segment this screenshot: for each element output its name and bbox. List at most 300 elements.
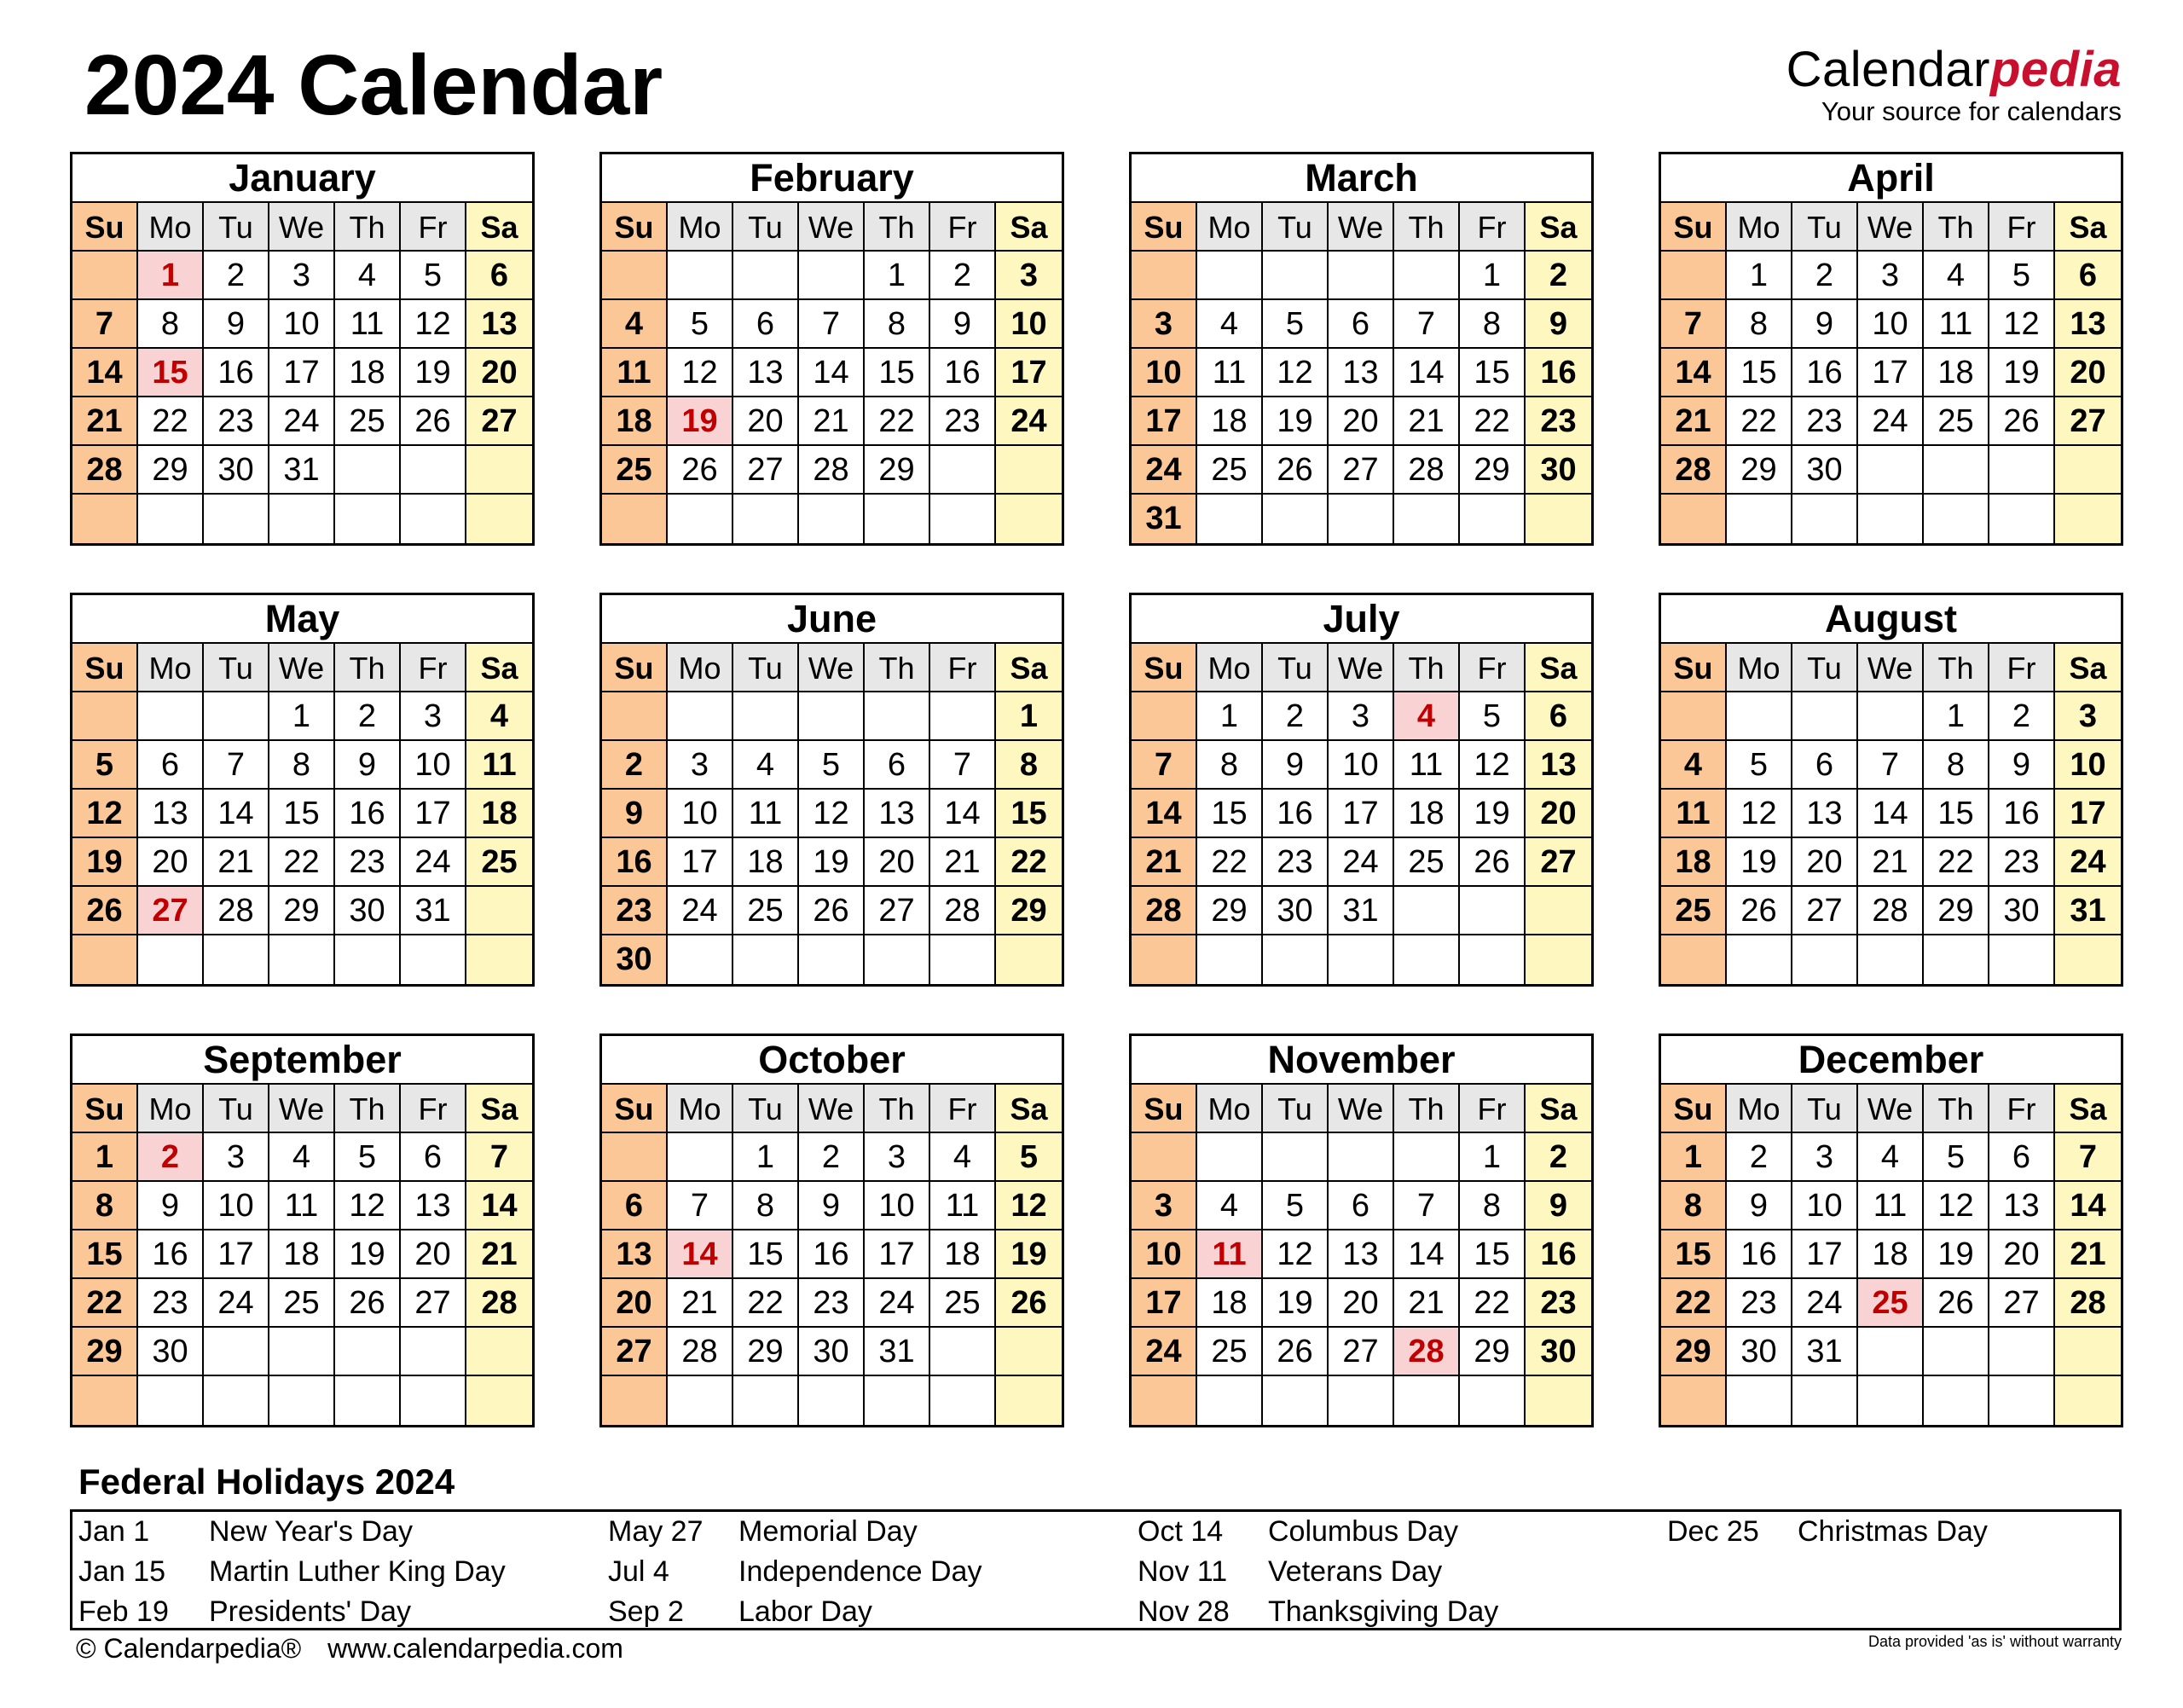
- day-cell[interactable]: 12: [1989, 300, 2055, 349]
- day-cell[interactable]: 20: [733, 397, 799, 446]
- day-cell[interactable]: 4: [930, 1133, 996, 1182]
- day-cell[interactable]: 1: [996, 692, 1062, 741]
- day-cell[interactable]: 25: [1924, 397, 1989, 446]
- day-cell[interactable]: 22: [72, 1279, 138, 1328]
- day-cell[interactable]: 16: [602, 838, 668, 887]
- day-cell[interactable]: 7: [466, 1133, 532, 1182]
- day-cell[interactable]: 12: [335, 1182, 401, 1230]
- day-cell[interactable]: 9: [1263, 741, 1329, 790]
- day-cell[interactable]: 27: [401, 1279, 466, 1328]
- day-cell[interactable]: 6: [1989, 1133, 2055, 1182]
- day-cell[interactable]: 8: [1197, 741, 1263, 790]
- day-cell[interactable]: 21: [1858, 838, 1924, 887]
- day-cell[interactable]: 19: [335, 1230, 401, 1279]
- day-cell[interactable]: 18: [466, 790, 532, 838]
- day-cell[interactable]: 22: [1727, 397, 1792, 446]
- day-cell[interactable]: 30: [1989, 887, 2055, 935]
- day-cell[interactable]: 11: [1858, 1182, 1924, 1230]
- day-cell[interactable]: 16: [1727, 1230, 1792, 1279]
- day-cell[interactable]: 13: [2055, 300, 2121, 349]
- day-cell[interactable]: 29: [996, 887, 1062, 935]
- day-cell[interactable]: 22: [865, 397, 930, 446]
- day-cell[interactable]: 8: [865, 300, 930, 349]
- day-cell[interactable]: 15: [1661, 1230, 1727, 1279]
- day-cell[interactable]: 2: [1792, 252, 1858, 300]
- day-cell[interactable]: 17: [1132, 397, 1197, 446]
- day-cell[interactable]: 30: [1526, 1328, 1591, 1376]
- day-cell[interactable]: 6: [2055, 252, 2121, 300]
- day-cell[interactable]: 5: [1460, 692, 1526, 741]
- day-cell[interactable]: 10: [269, 300, 335, 349]
- day-cell[interactable]: 4: [1197, 1182, 1263, 1230]
- day-cell[interactable]: 4: [733, 741, 799, 790]
- day-cell[interactable]: 1: [1460, 1133, 1526, 1182]
- day-cell[interactable]: 18: [1197, 1279, 1263, 1328]
- day-cell[interactable]: 21: [2055, 1230, 2121, 1279]
- day-cell[interactable]: 28: [930, 887, 996, 935]
- day-cell[interactable]: 9: [1526, 300, 1591, 349]
- day-cell[interactable]: 26: [72, 887, 138, 935]
- day-cell[interactable]: 16: [1263, 790, 1329, 838]
- brand-logo[interactable]: [1786, 43, 2122, 126]
- day-cell[interactable]: 19: [1727, 838, 1792, 887]
- day-cell[interactable]: 14: [1394, 1230, 1460, 1279]
- day-cell[interactable]: 2: [602, 741, 668, 790]
- day-cell[interactable]: 23: [1989, 838, 2055, 887]
- day-cell[interactable]: 12: [1460, 741, 1526, 790]
- day-cell[interactable]: 23: [204, 397, 269, 446]
- day-cell[interactable]: 26: [1727, 887, 1792, 935]
- day-cell[interactable]: 6: [602, 1182, 668, 1230]
- day-cell[interactable]: 18: [1924, 349, 1989, 397]
- day-cell[interactable]: 13: [1989, 1182, 2055, 1230]
- day-cell[interactable]: 24: [1792, 1279, 1858, 1328]
- day-cell[interactable]: 13: [865, 790, 930, 838]
- day-cell[interactable]: 17: [668, 838, 733, 887]
- day-cell[interactable]: 29: [269, 887, 335, 935]
- day-cell[interactable]: 2: [1526, 252, 1591, 300]
- day-cell[interactable]: 7: [799, 300, 865, 349]
- day-cell[interactable]: 20: [401, 1230, 466, 1279]
- day-cell[interactable]: 11: [733, 790, 799, 838]
- day-cell[interactable]: 31: [1132, 495, 1197, 543]
- day-cell[interactable]: 5: [996, 1133, 1062, 1182]
- day-cell[interactable]: 27: [1792, 887, 1858, 935]
- day-cell[interactable]: 1: [733, 1133, 799, 1182]
- day-cell[interactable]: 17: [204, 1230, 269, 1279]
- day-cell[interactable]: 9: [1792, 300, 1858, 349]
- day-cell[interactable]: 24: [204, 1279, 269, 1328]
- day-cell[interactable]: 7: [668, 1182, 733, 1230]
- day-cell[interactable]: 19: [401, 349, 466, 397]
- day-cell[interactable]: 24: [1132, 446, 1197, 495]
- day-cell[interactable]: 14: [204, 790, 269, 838]
- day-cell[interactable]: 20: [138, 838, 204, 887]
- day-cell[interactable]: 21: [1394, 1279, 1460, 1328]
- day-cell[interactable]: 28: [668, 1328, 733, 1376]
- day-cell[interactable]: 26: [1263, 1328, 1329, 1376]
- day-cell[interactable]: 1: [1727, 252, 1792, 300]
- day-cell[interactable]: 30: [204, 446, 269, 495]
- day-cell[interactable]: 12: [668, 349, 733, 397]
- day-cell[interactable]: 4: [1661, 741, 1727, 790]
- day-cell[interactable]: 28: [1858, 887, 1924, 935]
- day-cell[interactable]: 3: [1132, 1182, 1197, 1230]
- day-cell[interactable]: 10: [204, 1182, 269, 1230]
- day-cell[interactable]: 5: [799, 741, 865, 790]
- day-cell[interactable]: 8: [733, 1182, 799, 1230]
- day-cell[interactable]: 26: [1460, 838, 1526, 887]
- holiday-day-cell[interactable]: 14: [668, 1230, 733, 1279]
- day-cell[interactable]: 2: [930, 252, 996, 300]
- day-cell[interactable]: 3: [401, 692, 466, 741]
- day-cell[interactable]: 16: [335, 790, 401, 838]
- day-cell[interactable]: 12: [401, 300, 466, 349]
- day-cell[interactable]: 15: [1727, 349, 1792, 397]
- day-cell[interactable]: 21: [799, 397, 865, 446]
- day-cell[interactable]: 12: [996, 1182, 1062, 1230]
- day-cell[interactable]: 17: [269, 349, 335, 397]
- day-cell[interactable]: 20: [1792, 838, 1858, 887]
- day-cell[interactable]: 27: [466, 397, 532, 446]
- day-cell[interactable]: 15: [1197, 790, 1263, 838]
- day-cell[interactable]: 26: [335, 1279, 401, 1328]
- day-cell[interactable]: 17: [1858, 349, 1924, 397]
- day-cell[interactable]: 27: [1329, 1328, 1394, 1376]
- day-cell[interactable]: 2: [1526, 1133, 1591, 1182]
- day-cell[interactable]: 23: [335, 838, 401, 887]
- day-cell[interactable]: 23: [1727, 1279, 1792, 1328]
- day-cell[interactable]: 29: [1197, 887, 1263, 935]
- day-cell[interactable]: 13: [466, 300, 532, 349]
- website-link[interactable]: www.calendarpedia.com: [327, 1633, 623, 1664]
- day-cell[interactable]: 8: [138, 300, 204, 349]
- day-cell[interactable]: 5: [1924, 1133, 1989, 1182]
- day-cell[interactable]: 31: [2055, 887, 2121, 935]
- day-cell[interactable]: 29: [72, 1328, 138, 1376]
- day-cell[interactable]: 3: [204, 1133, 269, 1182]
- day-cell[interactable]: 14: [1858, 790, 1924, 838]
- day-cell[interactable]: 1: [269, 692, 335, 741]
- day-cell[interactable]: 7: [930, 741, 996, 790]
- day-cell[interactable]: 12: [1263, 1230, 1329, 1279]
- day-cell[interactable]: 21: [72, 397, 138, 446]
- day-cell[interactable]: 3: [269, 252, 335, 300]
- day-cell[interactable]: 8: [996, 741, 1062, 790]
- day-cell[interactable]: 17: [1792, 1230, 1858, 1279]
- day-cell[interactable]: 5: [72, 741, 138, 790]
- day-cell[interactable]: 11: [1661, 790, 1727, 838]
- day-cell[interactable]: 3: [668, 741, 733, 790]
- day-cell[interactable]: 15: [269, 790, 335, 838]
- day-cell[interactable]: 28: [1661, 446, 1727, 495]
- day-cell[interactable]: 10: [2055, 741, 2121, 790]
- day-cell[interactable]: 10: [401, 741, 466, 790]
- day-cell[interactable]: 4: [269, 1133, 335, 1182]
- day-cell[interactable]: 11: [466, 741, 532, 790]
- day-cell[interactable]: 25: [733, 887, 799, 935]
- day-cell[interactable]: 6: [401, 1133, 466, 1182]
- day-cell[interactable]: 13: [138, 790, 204, 838]
- day-cell[interactable]: 5: [401, 252, 466, 300]
- holiday-day-cell[interactable]: 28: [1394, 1328, 1460, 1376]
- day-cell[interactable]: 23: [1526, 397, 1591, 446]
- day-cell[interactable]: 9: [335, 741, 401, 790]
- day-cell[interactable]: 26: [799, 887, 865, 935]
- day-cell[interactable]: 3: [1132, 300, 1197, 349]
- day-cell[interactable]: 24: [996, 397, 1062, 446]
- day-cell[interactable]: 7: [1661, 300, 1727, 349]
- day-cell[interactable]: 16: [1792, 349, 1858, 397]
- day-cell[interactable]: 20: [1526, 790, 1591, 838]
- day-cell[interactable]: 21: [466, 1230, 532, 1279]
- day-cell[interactable]: 12: [72, 790, 138, 838]
- day-cell[interactable]: 21: [1661, 397, 1727, 446]
- day-cell[interactable]: 1: [865, 252, 930, 300]
- day-cell[interactable]: 7: [1394, 1182, 1460, 1230]
- day-cell[interactable]: 24: [1329, 838, 1394, 887]
- day-cell[interactable]: 22: [1197, 838, 1263, 887]
- day-cell[interactable]: 17: [1329, 790, 1394, 838]
- day-cell[interactable]: 20: [602, 1279, 668, 1328]
- day-cell[interactable]: 1: [1661, 1133, 1727, 1182]
- day-cell[interactable]: 29: [1460, 446, 1526, 495]
- day-cell[interactable]: 2: [1727, 1133, 1792, 1182]
- day-cell[interactable]: 27: [1989, 1279, 2055, 1328]
- holiday-day-cell[interactable]: 15: [138, 349, 204, 397]
- day-cell[interactable]: 3: [1329, 692, 1394, 741]
- day-cell[interactable]: 11: [930, 1182, 996, 1230]
- day-cell[interactable]: 13: [1329, 349, 1394, 397]
- day-cell[interactable]: 17: [1132, 1279, 1197, 1328]
- day-cell[interactable]: 14: [1394, 349, 1460, 397]
- day-cell[interactable]: 17: [401, 790, 466, 838]
- day-cell[interactable]: 21: [930, 838, 996, 887]
- day-cell[interactable]: 7: [1132, 741, 1197, 790]
- day-cell[interactable]: 15: [72, 1230, 138, 1279]
- day-cell[interactable]: 22: [269, 838, 335, 887]
- day-cell[interactable]: 13: [1329, 1230, 1394, 1279]
- day-cell[interactable]: 29: [1460, 1328, 1526, 1376]
- day-cell[interactable]: 27: [602, 1328, 668, 1376]
- day-cell[interactable]: 28: [204, 887, 269, 935]
- day-cell[interactable]: 23: [1526, 1279, 1591, 1328]
- day-cell[interactable]: 3: [1792, 1133, 1858, 1182]
- day-cell[interactable]: 18: [269, 1230, 335, 1279]
- day-cell[interactable]: 3: [996, 252, 1062, 300]
- day-cell[interactable]: 6: [466, 252, 532, 300]
- day-cell[interactable]: 23: [602, 887, 668, 935]
- day-cell[interactable]: 21: [668, 1279, 733, 1328]
- day-cell[interactable]: 5: [1263, 300, 1329, 349]
- day-cell[interactable]: 26: [996, 1279, 1062, 1328]
- day-cell[interactable]: 2: [335, 692, 401, 741]
- day-cell[interactable]: 1: [72, 1133, 138, 1182]
- day-cell[interactable]: 25: [1197, 446, 1263, 495]
- day-cell[interactable]: 27: [1329, 446, 1394, 495]
- day-cell[interactable]: 29: [1924, 887, 1989, 935]
- day-cell[interactable]: 9: [1989, 741, 2055, 790]
- day-cell[interactable]: 8: [72, 1182, 138, 1230]
- day-cell[interactable]: 29: [138, 446, 204, 495]
- day-cell[interactable]: 11: [1924, 300, 1989, 349]
- day-cell[interactable]: 13: [401, 1182, 466, 1230]
- day-cell[interactable]: 8: [1460, 300, 1526, 349]
- day-cell[interactable]: 16: [1989, 790, 2055, 838]
- day-cell[interactable]: 24: [269, 397, 335, 446]
- day-cell[interactable]: 28: [1394, 446, 1460, 495]
- day-cell[interactable]: 21: [1132, 838, 1197, 887]
- day-cell[interactable]: 10: [1132, 349, 1197, 397]
- day-cell[interactable]: 23: [138, 1279, 204, 1328]
- day-cell[interactable]: 10: [1132, 1230, 1197, 1279]
- day-cell[interactable]: 27: [733, 446, 799, 495]
- day-cell[interactable]: 20: [2055, 349, 2121, 397]
- day-cell[interactable]: 13: [1526, 741, 1591, 790]
- day-cell[interactable]: 9: [930, 300, 996, 349]
- day-cell[interactable]: 30: [1727, 1328, 1792, 1376]
- day-cell[interactable]: 29: [1727, 446, 1792, 495]
- day-cell[interactable]: 18: [1858, 1230, 1924, 1279]
- day-cell[interactable]: 26: [1263, 446, 1329, 495]
- day-cell[interactable]: 26: [401, 397, 466, 446]
- day-cell[interactable]: 19: [996, 1230, 1062, 1279]
- day-cell[interactable]: 13: [602, 1230, 668, 1279]
- day-cell[interactable]: 9: [602, 790, 668, 838]
- day-cell[interactable]: 8: [1727, 300, 1792, 349]
- day-cell[interactable]: 19: [1989, 349, 2055, 397]
- day-cell[interactable]: 13: [733, 349, 799, 397]
- day-cell[interactable]: 22: [1460, 1279, 1526, 1328]
- day-cell[interactable]: 21: [204, 838, 269, 887]
- day-cell[interactable]: 1: [1460, 252, 1526, 300]
- day-cell[interactable]: 11: [335, 300, 401, 349]
- holiday-day-cell[interactable]: 25: [1858, 1279, 1924, 1328]
- day-cell[interactable]: 11: [269, 1182, 335, 1230]
- holiday-day-cell[interactable]: 4: [1394, 692, 1460, 741]
- day-cell[interactable]: 15: [733, 1230, 799, 1279]
- day-cell[interactable]: 2: [799, 1133, 865, 1182]
- day-cell[interactable]: 7: [72, 300, 138, 349]
- day-cell[interactable]: 18: [335, 349, 401, 397]
- day-cell[interactable]: 13: [1792, 790, 1858, 838]
- day-cell[interactable]: 23: [799, 1279, 865, 1328]
- day-cell[interactable]: 27: [1526, 838, 1591, 887]
- day-cell[interactable]: 4: [602, 300, 668, 349]
- day-cell[interactable]: 16: [930, 349, 996, 397]
- day-cell[interactable]: 14: [2055, 1182, 2121, 1230]
- day-cell[interactable]: 20: [1989, 1230, 2055, 1279]
- day-cell[interactable]: 16: [1526, 1230, 1591, 1279]
- day-cell[interactable]: 2: [204, 252, 269, 300]
- day-cell[interactable]: 7: [1858, 741, 1924, 790]
- day-cell[interactable]: 17: [2055, 790, 2121, 838]
- day-cell[interactable]: 12: [1924, 1182, 1989, 1230]
- day-cell[interactable]: 9: [138, 1182, 204, 1230]
- day-cell[interactable]: 10: [1858, 300, 1924, 349]
- day-cell[interactable]: 14: [72, 349, 138, 397]
- day-cell[interactable]: 7: [204, 741, 269, 790]
- day-cell[interactable]: 30: [138, 1328, 204, 1376]
- day-cell[interactable]: 5: [1989, 252, 2055, 300]
- day-cell[interactable]: 15: [1924, 790, 1989, 838]
- day-cell[interactable]: 10: [668, 790, 733, 838]
- day-cell[interactable]: 28: [1132, 887, 1197, 935]
- day-cell[interactable]: 15: [1460, 1230, 1526, 1279]
- day-cell[interactable]: 15: [1460, 349, 1526, 397]
- day-cell[interactable]: 4: [466, 692, 532, 741]
- day-cell[interactable]: 7: [2055, 1133, 2121, 1182]
- day-cell[interactable]: 29: [733, 1328, 799, 1376]
- day-cell[interactable]: 8: [1460, 1182, 1526, 1230]
- day-cell[interactable]: 18: [733, 838, 799, 887]
- day-cell[interactable]: 14: [930, 790, 996, 838]
- day-cell[interactable]: 30: [799, 1328, 865, 1376]
- day-cell[interactable]: 10: [865, 1182, 930, 1230]
- day-cell[interactable]: 9: [1526, 1182, 1591, 1230]
- day-cell[interactable]: 23: [1263, 838, 1329, 887]
- day-cell[interactable]: 4: [1924, 252, 1989, 300]
- day-cell[interactable]: 4: [1858, 1133, 1924, 1182]
- day-cell[interactable]: 24: [668, 887, 733, 935]
- day-cell[interactable]: 25: [466, 838, 532, 887]
- day-cell[interactable]: 31: [865, 1328, 930, 1376]
- holiday-day-cell[interactable]: 11: [1197, 1230, 1263, 1279]
- day-cell[interactable]: 22: [138, 397, 204, 446]
- day-cell[interactable]: 22: [1924, 838, 1989, 887]
- day-cell[interactable]: 31: [1792, 1328, 1858, 1376]
- day-cell[interactable]: 28: [466, 1279, 532, 1328]
- day-cell[interactable]: 11: [1394, 741, 1460, 790]
- day-cell[interactable]: 10: [1792, 1182, 1858, 1230]
- day-cell[interactable]: 5: [1263, 1182, 1329, 1230]
- day-cell[interactable]: 26: [1989, 397, 2055, 446]
- day-cell[interactable]: 25: [602, 446, 668, 495]
- day-cell[interactable]: 29: [1661, 1328, 1727, 1376]
- day-cell[interactable]: 31: [269, 446, 335, 495]
- day-cell[interactable]: 19: [1263, 1279, 1329, 1328]
- day-cell[interactable]: 16: [204, 349, 269, 397]
- day-cell[interactable]: 9: [1727, 1182, 1792, 1230]
- day-cell[interactable]: 30: [1526, 446, 1591, 495]
- day-cell[interactable]: 14: [466, 1182, 532, 1230]
- day-cell[interactable]: 28: [2055, 1279, 2121, 1328]
- day-cell[interactable]: 14: [1661, 349, 1727, 397]
- day-cell[interactable]: 24: [1132, 1328, 1197, 1376]
- day-cell[interactable]: 25: [269, 1279, 335, 1328]
- day-cell[interactable]: 24: [2055, 838, 2121, 887]
- day-cell[interactable]: 25: [1661, 887, 1727, 935]
- day-cell[interactable]: 17: [996, 349, 1062, 397]
- day-cell[interactable]: 23: [930, 397, 996, 446]
- day-cell[interactable]: 8: [1661, 1182, 1727, 1230]
- day-cell[interactable]: 5: [668, 300, 733, 349]
- day-cell[interactable]: 25: [335, 397, 401, 446]
- day-cell[interactable]: 22: [1661, 1279, 1727, 1328]
- day-cell[interactable]: 20: [1329, 397, 1394, 446]
- day-cell[interactable]: 11: [1197, 349, 1263, 397]
- day-cell[interactable]: 18: [1394, 790, 1460, 838]
- day-cell[interactable]: 6: [1329, 1182, 1394, 1230]
- holiday-day-cell[interactable]: 27: [138, 887, 204, 935]
- day-cell[interactable]: 26: [1924, 1279, 1989, 1328]
- day-cell[interactable]: 29: [865, 446, 930, 495]
- day-cell[interactable]: 4: [1197, 300, 1263, 349]
- day-cell[interactable]: 15: [865, 349, 930, 397]
- day-cell[interactable]: 6: [1329, 300, 1394, 349]
- day-cell[interactable]: 18: [602, 397, 668, 446]
- day-cell[interactable]: 24: [401, 838, 466, 887]
